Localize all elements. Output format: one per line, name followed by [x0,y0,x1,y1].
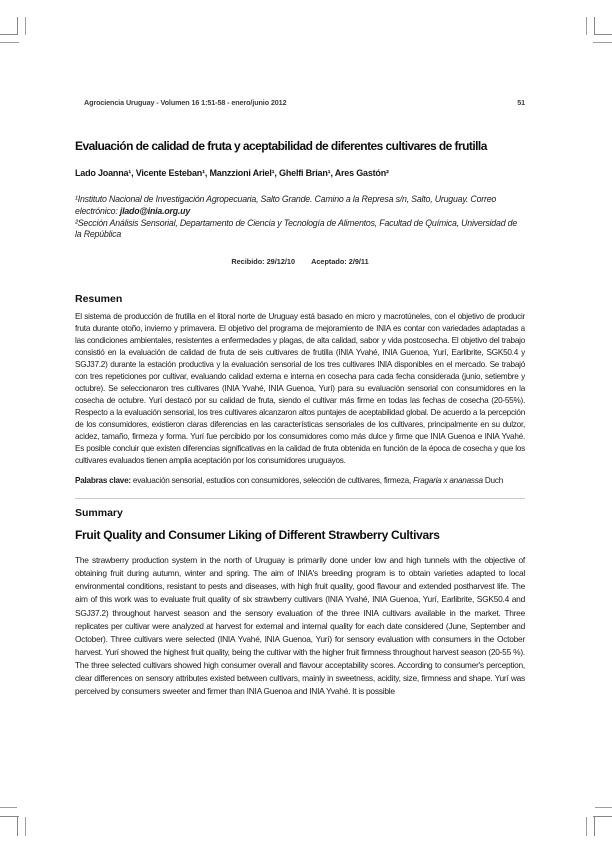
crop-mark-line [594,817,595,836]
accepted-date: Aceptado: 2/9/11 [311,257,369,267]
keywords-species: Fragaria x ananassa [412,476,483,486]
article-title-en: Fruit Quality and Consumer Liking of Different Strawberry Cultivars [75,528,440,543]
crop-mark-line [25,17,26,35]
crop-mark-line [17,817,18,836]
crop-mark-line [25,817,26,836]
crop-mark-line [593,816,612,817]
affiliations-block [75,194,525,241]
authors-line: Lado Joanna¹, Vicente Esteban¹, Manzzioni Ariel¹, Ghelfi Brian¹, Ares Gastón² [75,168,389,178]
keywords-label: Palabras clave: [75,476,133,486]
journal-info: Agrociencia Uruguay - Volumen 16 1:51-58 - enero/junio 2012 [84,98,287,107]
keywords-line [75,476,525,485]
article-page [75,0,525,698]
crop-mark-line [586,17,587,35]
received-date: Recibido: 29/12/10 [231,257,296,267]
crop-mark-line [17,17,18,35]
page-header [75,98,525,107]
summary-heading: Summary [75,507,123,520]
affiliation-1 [75,194,525,218]
article-title-es: Evaluación de calidad de fruta y aceptabilidad de diferentes cultivares de frutilla [75,139,487,153]
crop-mark-line [0,42,19,43]
crop-mark-line [593,42,612,43]
affiliation-email: jlado@inia.org.uy [119,205,191,216]
resumen-heading: Resumen [75,293,123,306]
crop-mark-line [586,817,587,836]
resumen-body: El sistema de producción de frutilla en el litoral norte de Uruguay está basado en micro y macrotúneles, con el objetivo de producir fruta durante otoño, invierno y primavera. El objetivo del programa de mejoramiento de INIA es contar con variedades adaptadas a las condiciones ambientales, resistentes a enfermedades y plagas, de alta calidad, sabor y vida postcosecha. El objetivo del trabajo consistió en la evaluación de calidad de fruta de seis cultivares de frutilla (INIA Yvahé, INIA Guenoa, Yurí, Earlibrite, SGK50.4 y SGJ37.2) durante la estación productiva y la evaluación sensorial de los tres cultivares INIA disponibles en el mercado. Se trabajó con tres repeticiones por cultivar, evaluando calidad externa e interna en cosecha para cada fecha considerada (junio, setiembre y octubre). Se seleccionaron tres cultivares (INIA Yvahé, INIA Guenoa, Yurí) para su evaluación sensorial con consumidores en la cosecha de octubre. Yurí destacó por su calidad de fruta, siendo el cultivar más firme en todas las fechas de cosecha (20-55%). Respecto a la evaluación sensorial, los tres cultivares alcanzaron altos puntajes de aceptabilidad global. De acuerdo a la percepción de los consumidores, existieron claras diferencias en las características sensoriales de los cultivares, principalmente en su dulzor, acidez, tamaño, firmeza y forma. Yurí fue percibido por los consumidores como más dulce y firme que INIA Guenoa e INIA Yvahé. Es posible concluir que existen diferencias significativas en la calidad de fruta obtenida en función de la época de cosecha y que los cultivares evaluados tienen amplia aceptación por los consumidores uruguayos. [75,312,525,466]
summary-body: The strawberry production system in the north of Uruguay is primarily done under low and high tunnels with the objective of obtaining fruit during autumn, winter and spring. The aim of INIA's breeding program is to obtain varieties adapted to local environmental conditions, resistant to pests and diseases, with high fruit quality, good flavour and extended postharvest life. The aim of this work was to evaluate fruit quality of six strawberry cultivars (INIA Yvahé, INIA Guenoa, Yurí, Earlibrite, SGK50.4 and SGJ37.2) throughout harvest season and the sensory evaluation of the three INIA cultivars available in the market. Three replicates per cultivar were analyzed at harvest for external and internal quality for each date considered (June, September and October). Three cultivars were selected (INIA Yvahé, INIA Guenoa, Yurí) for sensory evaluation with consumers in the October harvest. Yurí showed the highest fruit quality, being the cultivar with the higher fruit firmness throughout harvest season (20-55 %). The three selected cultivars showed high consumer overall and flavour acceptability scores. According to consumer's perception, clear differences on sensory attributes existed between cultivars, mainly in sweetness, acidity, size, firmness and shape. Yurí was perceived by consumers sweeter and firmer than INIA Guenoa and INIA Yvahé. It is possible [75,555,525,697]
crop-mark-line [0,34,17,35]
keywords-text: evaluación sensorial, estudios con consumidores, selección de cultivares, firmeza, [132,476,413,486]
crop-mark-line [0,807,17,808]
keywords-suffix: Duch [482,476,503,486]
crop-mark-line [595,34,612,35]
crop-mark-line [595,807,612,808]
received-accepted-line [75,257,525,266]
affiliation-1-text: ¹Instituto Nacional de Investigación Agropecuaria, Salto Grande. Camino a la Represa s/n, Salto, Uruguay. Correo electrónico: [75,194,497,216]
affiliation-2: ²Sección Análisis Sensorial, Departamento de Ciencia y Tecnología de Alimentos, Facultad de Química, Universidad de la República [75,217,518,240]
section-divider [75,498,525,499]
page-number: 51 [517,98,525,107]
crop-mark-line [594,17,595,35]
